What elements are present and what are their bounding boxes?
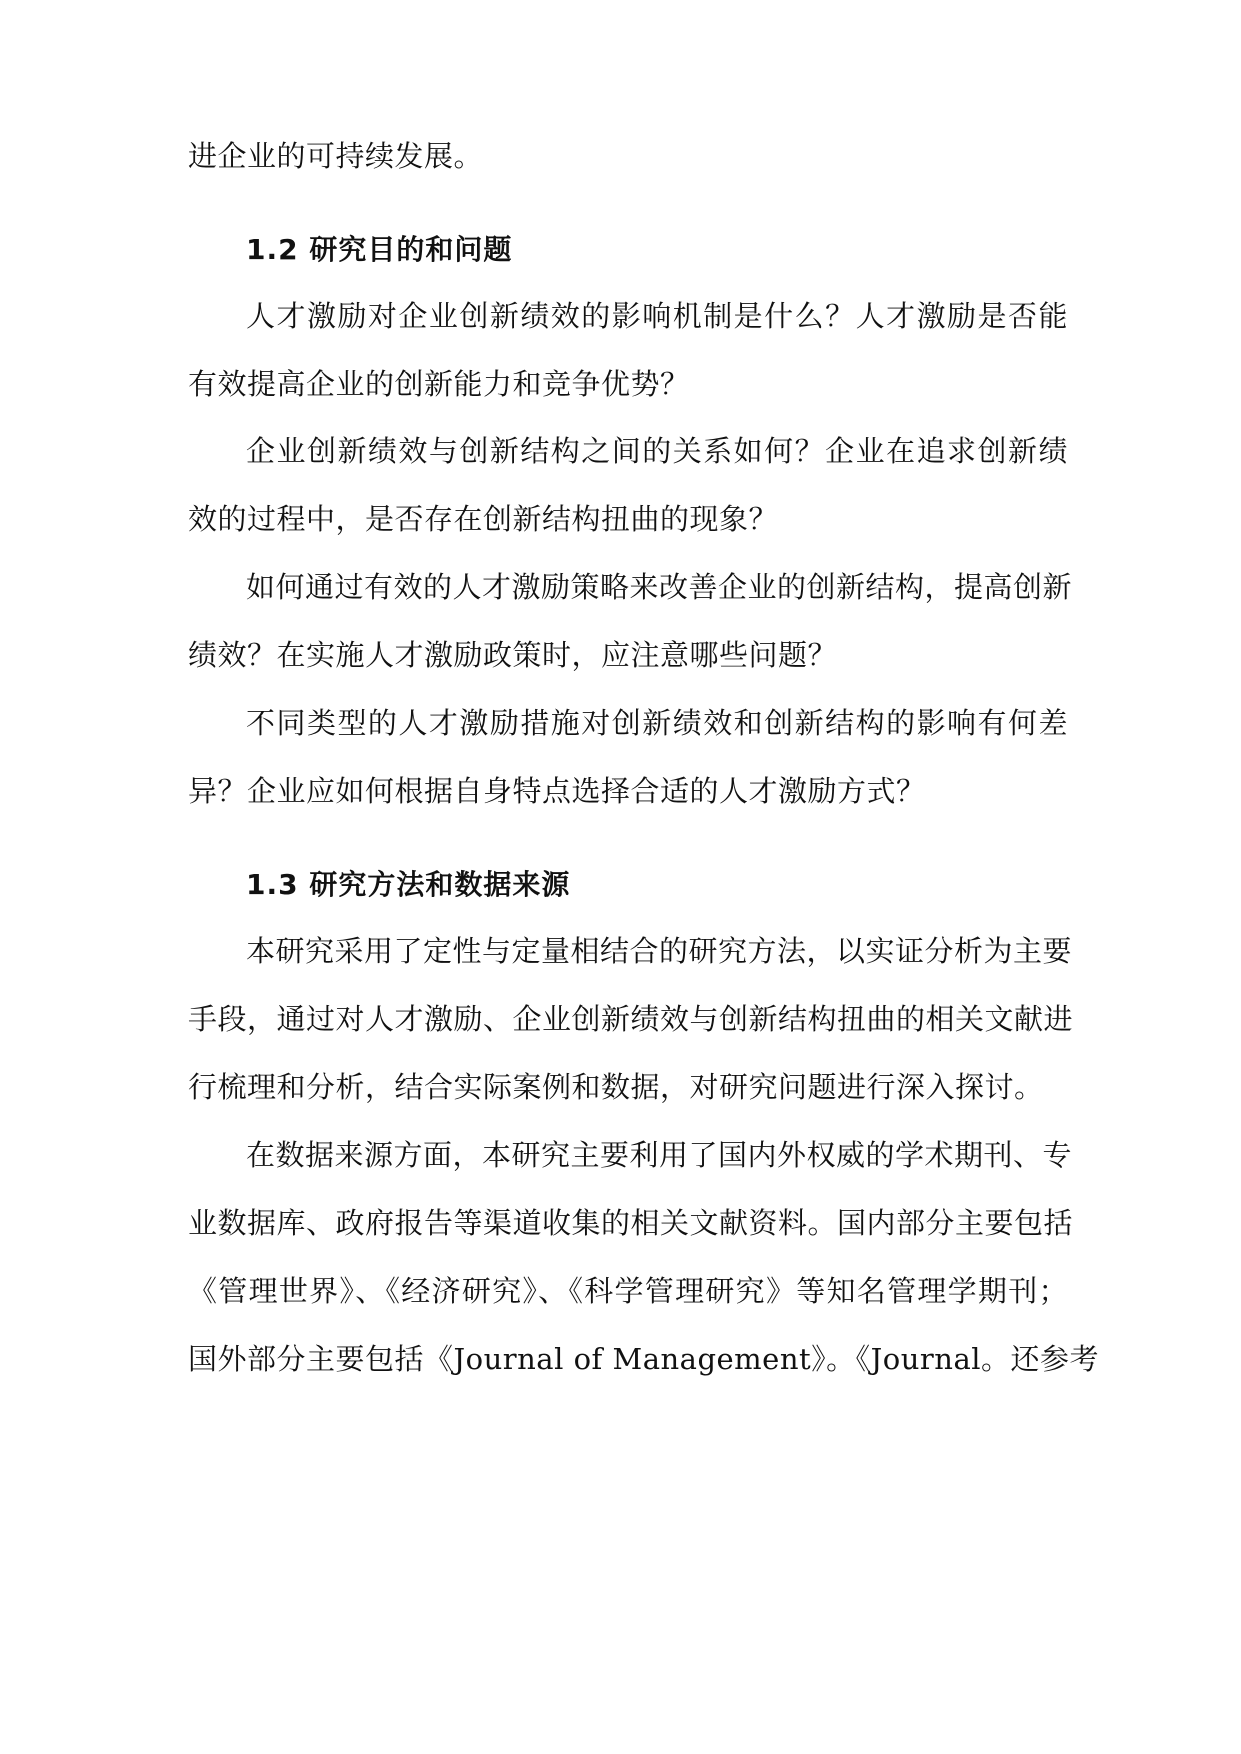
paragraph-line: 行梳理和分析，结合实际案例和数据，对研究问题进行深入探讨。 [188,1070,1044,1104]
paragraph-line: 如何通过有效的人才激励策略来改善企业的创新结构，提高创新 [246,570,1073,604]
paragraph-line: 异？企业应如何根据自身特点选择合适的人才激励方式？ [188,774,926,808]
paragraph-line: 人才激励对企业创新绩效的影响机制是什么？人才激励是否能 [246,299,1068,333]
paragraph-line: 《管理世界》、《经济研究》、《科学管理研究》等知名管理学期刊； [188,1274,1068,1308]
paragraph-line: 进企业的可持续发展。 [188,139,484,173]
paragraph-line: 企业创新绩效与创新结构之间的关系如何？企业在追求创新绩 [246,434,1068,468]
paragraph-line: 有效提高企业的创新能力和竞争优势？ [188,367,690,401]
paragraph-line: 效的过程中，是否存在创新结构扭曲的现象？ [188,502,779,536]
paragraph-line: 国外部分主要包括《Journal of Management》。《Journal。还参考 [188,1342,1100,1376]
section-heading-1-3: 1.3 研究方法和数据来源 [246,868,571,901]
paragraph-line: 不同类型的人才激励措施对创新绩效和创新结构的影响有何差 [246,706,1068,740]
paragraph-line: 本研究采用了定性与定量相结合的研究方法，以实证分析为主要 [246,934,1073,968]
section-heading-1-2: 1.2 研究目的和问题 [246,233,513,266]
paragraph-line: 业数据库、政府报告等渠道收集的相关文献资料。国内部分主要包括 [188,1206,1074,1240]
paragraph-line: 在数据来源方面，本研究主要利用了国内外权威的学术期刊、专 [246,1138,1073,1172]
paragraph-line: 手段，通过对人才激励、企业创新绩效与创新结构扭曲的相关文献进 [188,1002,1074,1036]
paragraph-line: 绩效？在实施人才激励政策时，应注意哪些问题？ [188,638,838,672]
